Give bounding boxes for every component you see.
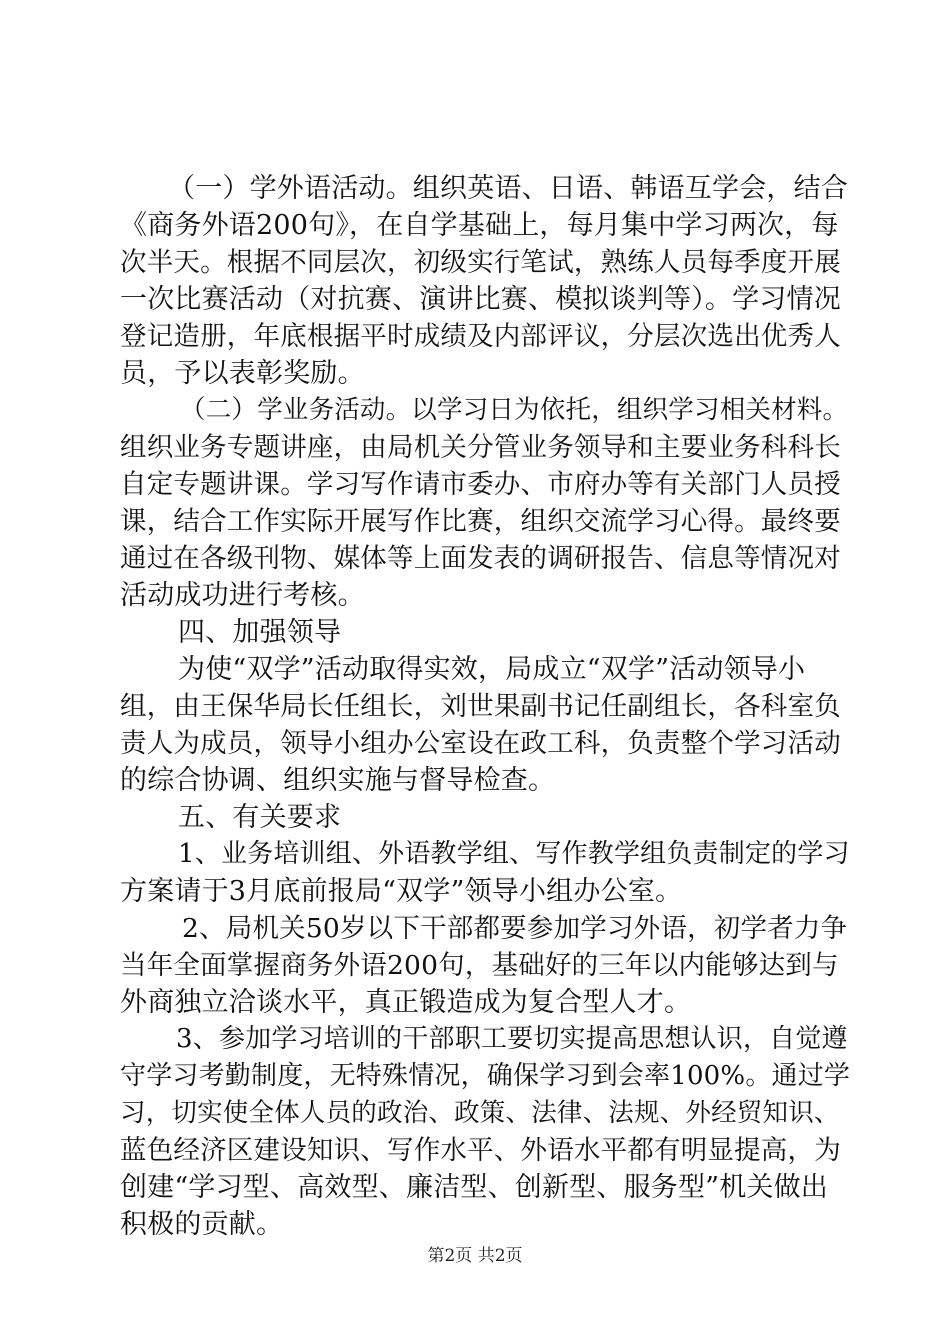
text-line: 守学习考勤制度，无特殊情况，确保学习到会率100%。通过学 [120, 1061, 851, 1091]
text-line: 习，切实使全体人员的政治、政策、法律、法规、外经贸知识、 [120, 1098, 840, 1128]
text-line: 登记造册，年底根据平时成绩及内部评议，分层次选出优秀人 [120, 321, 841, 352]
document-body [120, 170, 850, 1243]
text-line: 四、加强领导 [178, 617, 342, 648]
text-line: 蓝色经济区建设知识、写作水平、外语水平都有明显提高，为 [120, 1135, 841, 1166]
text-line: 活动成功进行考核。 [120, 580, 365, 611]
page-number-footer: 第2页 共2页 [427, 1246, 523, 1266]
text-line: 五、有关要求 [178, 802, 342, 833]
text-line: （一）学外语活动。组织英语、日语、韩语互学会，结合 [168, 173, 848, 204]
text-line: 外商独立洽谈水平，真正锻造成为复合型人才。 [120, 987, 692, 1018]
text-line: 1、业务培训组、外语教学组、写作教学组负责制定的学习 [178, 839, 850, 869]
text-line: 课，结合工作实际开展写作比赛，组织交流学习心得。最终要 [120, 506, 841, 537]
text-line: 通过在各级刊物、媒体等上面发表的调研报告、信息等情况对 [120, 543, 841, 574]
text-line: 次半天。根据不同层次，初级实行笔试，熟练人员每季度开展 [120, 247, 841, 278]
text-line: 创建“学习型、高效型、廉洁型、创新型、服务型”机关做出 [120, 1172, 829, 1203]
text-line: 的综合协调、组织实施与督导检查。 [120, 765, 556, 796]
text-line: （二）学业务活动。以学习日为依托，组织学习相关材料。 [180, 395, 849, 425]
text-line: 当年全面掌握商务外语200句，基础好的三年以内能够达到与 [120, 950, 839, 981]
text-line: 员，予以表彰奖励。 [120, 358, 365, 389]
text-line: 组，由王保华局长任组长，刘世果副书记任副组长，各科室负 [120, 691, 841, 722]
text-line: 3、参加学习培训的干部职工要切实提高思想认识，自觉遵 [176, 1024, 848, 1054]
text-line: 2、局机关50岁以下干部都要参加学习外语，初学者力争 [182, 913, 848, 944]
text-line: 一次比赛活动（对抗赛、演讲比赛、模拟谈判等）。学习情况 [120, 284, 841, 315]
text-line: 自定专题讲课。学习写作请市委办、市府办等有关部门人员授 [120, 469, 841, 500]
text-line: 方案请于3月底前报局“双学”领导小组办公室。 [120, 876, 683, 907]
text-line: 积极的贡献。 [120, 1209, 284, 1240]
text-line: 责人为成员，领导小组办公室设在政工科，负责整个学习活动 [120, 728, 841, 759]
text-line: 组织业务专题讲座，由局机关分管业务领导和主要业务科科长 [120, 432, 841, 463]
text-line: 《商务外语200句》，在自学基础上，每月集中学习两次，每 [120, 210, 839, 241]
text-line: 为使“双学”活动取得实效，局成立“双学”活动领导小 [178, 654, 806, 685]
